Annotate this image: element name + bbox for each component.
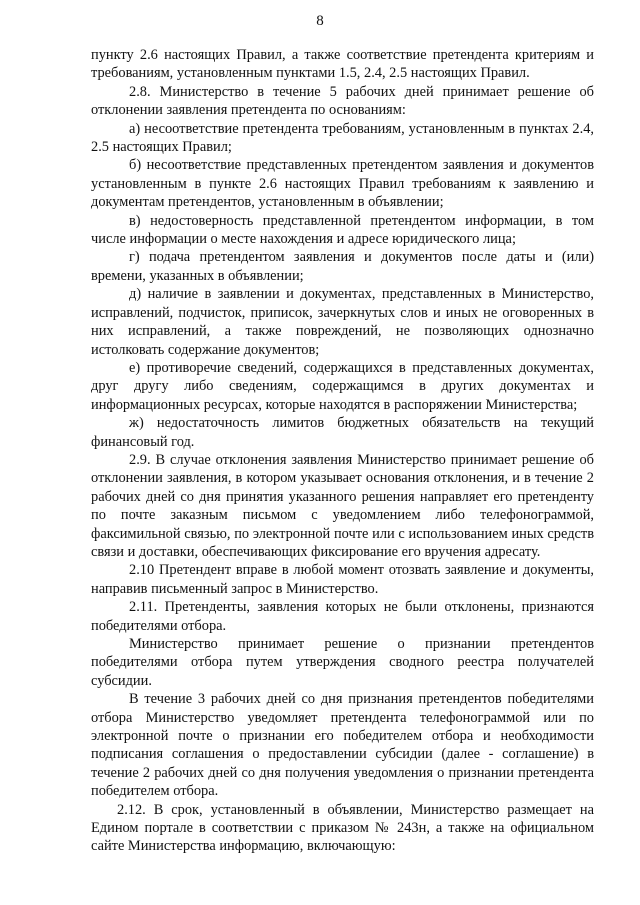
- document-body: [91, 46, 594, 856]
- paragraph-2-8-v: в) недостоверность представленной претендентом информации, в том числе информации о месте нахождения и адресе юридического лица;: [91, 212, 594, 248]
- paragraph-2-10: 2.10 Претендент вправе в любой момент отозвать заявление и документы, направив письменный запрос в Министерство.: [91, 562, 594, 597]
- paragraph-2-8: 2.8. Министерство в течение 5 рабочих дней принимает решение об отклонении заявления претендента по основаниям:: [91, 83, 594, 119]
- paragraph-2-8-b: б) несоответствие представленных претендентом заявления и документов установленным в пункте 2.6 настоящих Правил требованиям к заявлению и документам претендентов, установленным в объявлении;: [91, 157, 594, 211]
- paragraph-2-8-a: а) несоответствие претендента требованиям, установленным в пунктах 2.4, 2.5 настоящих Правил;: [91, 120, 594, 156]
- paragraph-2-9: 2.9. В случае отклонения заявления Министерство принимает решение об отклонении заявления, в котором указывает основания отклонения, и в течение 2 рабочих дней со дня принятия указанного решения направляет его претенденту по почте заказным письмом с уведомлением либо телефонограммой, факсимильной связью, по электронной почте или с использованием иных средств связи и доставки, обеспечивающих фиксирование его вручения адресату.: [91, 451, 594, 560]
- paragraph-2-11: 2.11. Претенденты, заявления которых не были отклонены, признаются победителями отбора.: [91, 599, 594, 634]
- page-number: 8: [316, 13, 324, 29]
- paragraph-2-8-g: г) подача претендентом заявления и документов после даты и (или) времени, указанных в объявлении;: [91, 249, 594, 284]
- paragraph-notification: В течение 3 рабочих дней со дня признания претендентов победителями отбора Министерство уведомляет претендента телефонограммой или по электронной почте о признании его победителем отбора и необходимости подписания соглашения о предоставлении субсидии (далее - соглашение) в течение 2 рабочих дней со дня получения уведомления о признании претендента победителем отбора.: [91, 691, 594, 800]
- paragraph-continuation: пункту 2.6 настоящих Правил, а также соответствие претендента критериям и требованиям, установленным пунктами 1.5, 2.4, 2.5 настоящих Правил.: [91, 47, 594, 82]
- paragraph-2-8-d: д) наличие в заявлении и документах, представленных в Министерство, исправлений, подчисток, приписок, зачеркнутых слов и иных не оговоренных в них исправлений, а также повреждений, не позволяющих однозначно истолковать содержание документов;: [91, 286, 594, 358]
- paragraph-2-8-zh: ж) недостаточность лимитов бюджетных обязательств на текущий финансовый год.: [91, 415, 594, 450]
- paragraph-ministry-decision: Министерство принимает решение о признании претендентов победителями отбора путем утверждения сводного реестра получателей субсидии.: [91, 636, 594, 689]
- paragraph-2-12: 2.12. В срок, установленный в объявлении, Министерство размещает на Едином портале в соответствии с приказом № 243н, а также на официальном сайте Министерства информацию, включающую:: [91, 801, 594, 855]
- paragraph-2-8-e: е) противоречие сведений, содержащихся в представленных документах, друг другу либо сведениям, содержащимся в других документах и информационных ресурсах, которые находятся в распоряжении Министерства;: [91, 359, 594, 413]
